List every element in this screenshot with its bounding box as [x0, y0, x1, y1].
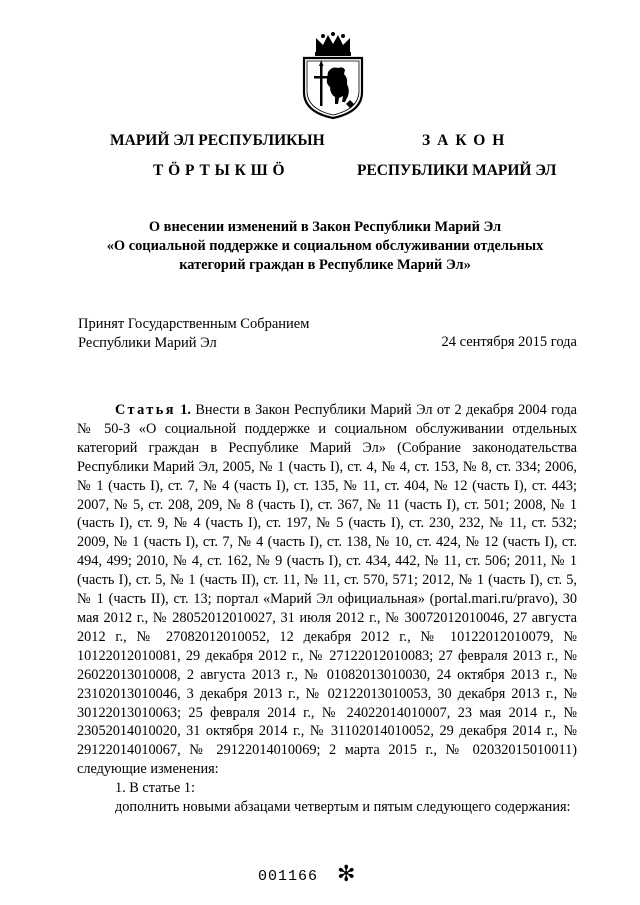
document-title [60, 218, 590, 275]
adoption-line2: Республики Марий Эл [78, 335, 217, 351]
header-right-line1: ЗАКОН [422, 132, 512, 149]
header-right-line2: РЕСПУБЛИКИ МАРИЙ ЭЛ [357, 162, 557, 179]
asterisk-mark: ✻ [337, 862, 356, 887]
header-left-line2: ТӦРТЫКШӦ [153, 162, 290, 179]
coat-of-arms-mari-el-icon [298, 32, 368, 120]
adoption-line1: Принят Государственным Собранием [78, 316, 310, 332]
title-line: «О социальной поддержке и социальном обслуживании отдельных [106, 238, 544, 254]
article-text: Внести в Закон Республики Марий Эл от 2 декабря 2004 года № 50-З «О социальной поддержке и социальном обслуживании отдельных категорий граждан в Республике Марий Эл» (Собрание законодательства Республики Марий Эл, 2005, № 1 (часть I), ст. 4, № 4, ст. 153, № 8, ст. 334; 2006, № 1 (часть I), ст. 7, № 4 (часть I), ст. 135, № 11, ст. 404, № 12 (часть I), ст. 443; 2007, № 5, ст. 208, 209, № 8 (часть I), ст. 367, № 11 (часть I), ст. 501; 2008, № 1 (часть I), ст. 9, № 4 (часть I), ст. 197, № 5 (часть I), ст. 230, 232, № 11, ст. 532; 2009, № 1 (часть I), ст. 7, № 4 (часть I), ст. 138, № 10, ст. 424, № 12 (часть I), ст. 494, 499; 2010, № 4, ст. 162, № 9 (часть I), ст. 434, 442, № 11, ст. 506; 2011, № 1 (часть I), ст. 5, № 1 (часть II), ст. 11, № 11, ст. 570, 571; 2012, № 1 (часть I), ст. 5, № 1 (часть II), ст. 13; портал «Марий Эл официальная» (portal.mari.ru/pravo), 30 мая 2012 г., № 28052012010027, 31 июля 2012 г., № 30072012010046, 27 августа 2012 г., № 27082012010052, 12 декабря 2012 г., № 10122012010079, № 10122012010081, 29 декабря 2012 г., № 27122012010083; 27 февраля 2013 г., № 26022013010008, 2 августа 2013 г., № 01082013010030, 24 октября 2013 г., № 23102013010046, 3 декабря 2013 г., № 02122013010053, 30 декабря 2013 г., № 30122013010063; 25 февраля 2014 г., № 24022014010007, 23 мая 2014 г., № 23052014010020, 31 октября 2014 г., № 31102014010052, 29 декабря 2014 г., № 29122014010067, № 29122014010069; 2 марта 2015 г., № 02032015010011) следующие изменения: [77, 402, 577, 778]
article-label: Статья [115, 402, 176, 418]
adoption-block [78, 315, 309, 353]
article-body [77, 401, 577, 817]
title-line: категорий граждан в Республике Марий Эл» [179, 257, 471, 273]
title-line: О внесении изменений в Закон Республики Марий Эл [148, 219, 502, 235]
list-item: 1. В статье 1: [115, 780, 195, 797]
serial-number: 001166 [258, 868, 319, 885]
list-item-text: дополнить новыми абзацами четвертым и пятым следующего содержания: [115, 799, 571, 816]
article-number: 1. [180, 402, 191, 418]
adoption-date: 24 сентября 2015 года [441, 334, 577, 350]
article-paragraph [77, 401, 577, 779]
header-left-line1: МАРИЙ ЭЛ РЕСПУБЛИКЫН [110, 132, 325, 149]
